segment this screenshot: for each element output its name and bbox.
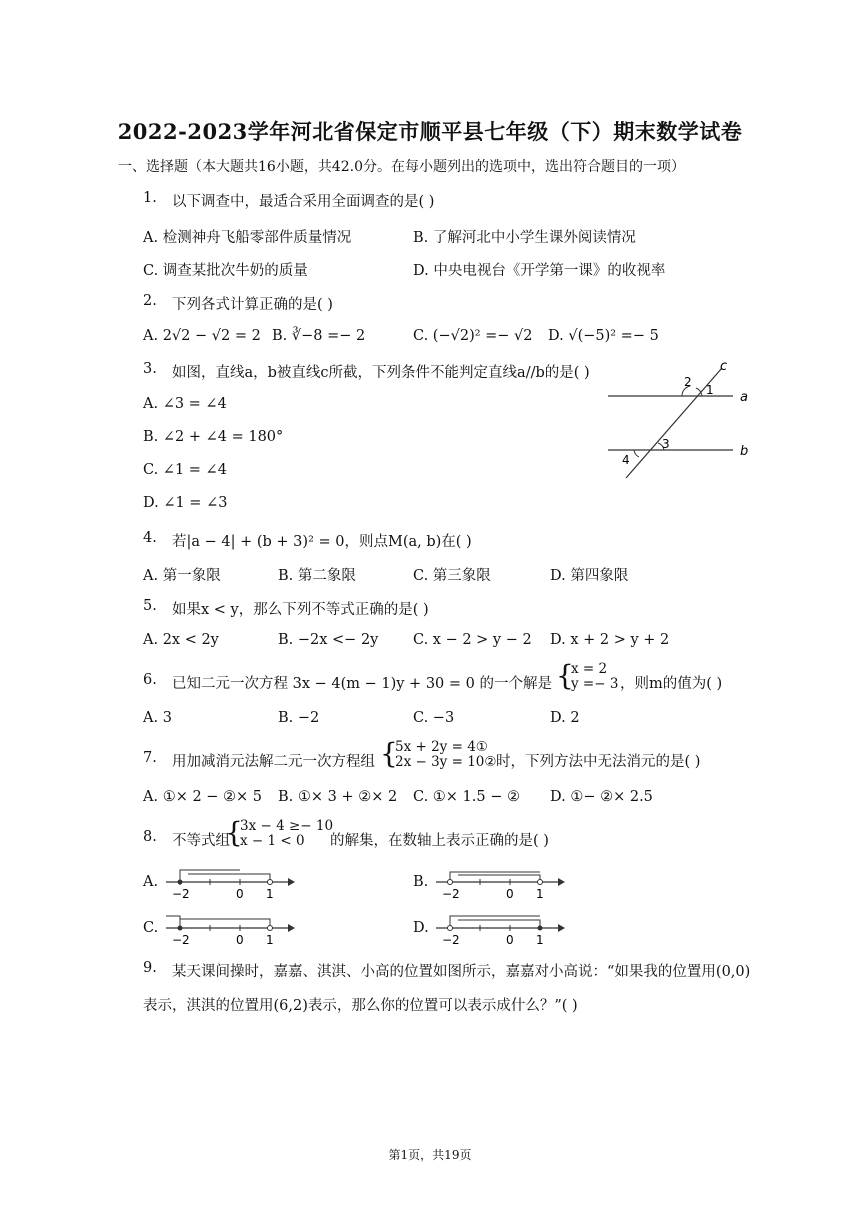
point-1 bbox=[538, 880, 543, 885]
tick-neg2: −2 bbox=[442, 887, 460, 900]
q2-option-b: B. ∛−8 =− 2 bbox=[272, 328, 366, 344]
q8-number-line-a bbox=[164, 858, 296, 900]
q8-number: 8. bbox=[143, 829, 157, 845]
range-marker-1 bbox=[450, 916, 540, 928]
axis-arrow bbox=[288, 924, 295, 932]
tick-neg2: −2 bbox=[442, 933, 460, 946]
point-1 bbox=[538, 926, 543, 931]
point-neg2 bbox=[448, 926, 453, 931]
q7-eq1: 5x + 2y = 4① bbox=[395, 739, 488, 755]
q2-option-d: D. √(−5)² =− 5 bbox=[548, 328, 659, 344]
q6-system bbox=[571, 662, 618, 692]
q6-eq2: y =− 3 bbox=[571, 676, 619, 692]
q8-ineq1: 3x − 4 ≥− 10 bbox=[240, 818, 334, 834]
range-marker-2 bbox=[188, 874, 270, 882]
q7-eq2: 2x − 3y = 10② bbox=[395, 754, 497, 770]
q8-stem-part1: 不等式组 bbox=[172, 833, 230, 849]
q3-option-c: C. ∠1 = ∠4 bbox=[143, 462, 227, 478]
q9-number: 9. bbox=[143, 960, 157, 976]
tick-0: 0 bbox=[236, 887, 244, 900]
q4-option-d: D. 第四象限 bbox=[550, 568, 629, 584]
q8-number-line-b bbox=[434, 858, 566, 900]
tick-1: 1 bbox=[266, 887, 274, 900]
q4-option-c: C. 第三象限 bbox=[413, 568, 491, 584]
q1-option-b: B. 了解河北中小学生课外阅读情况 bbox=[413, 230, 636, 246]
q8-option-b-label: B. bbox=[413, 874, 429, 890]
label-a: a bbox=[740, 390, 748, 405]
q5-stem: 如果x < y，那么下列不等式正确的是( ) bbox=[172, 602, 429, 618]
q2-option-c: C. (−√2)² =− √2 bbox=[413, 328, 533, 344]
q5-option-a: A. 2x < 2y bbox=[143, 632, 219, 648]
q7-brace: { bbox=[380, 737, 398, 770]
q4-number: 4. bbox=[143, 530, 157, 546]
q7-stem-part2: 时，下列方法中无法消元的是( ) bbox=[496, 754, 701, 770]
q2-number: 2. bbox=[143, 293, 157, 309]
q7-stem-part1: 用加减消元法解二元一次方程组 bbox=[172, 754, 375, 770]
range-marker-2 bbox=[458, 875, 540, 882]
q8-number-line-d bbox=[434, 904, 566, 946]
point-1 bbox=[268, 880, 273, 885]
q4-option-a: A. 第一象限 bbox=[143, 568, 221, 584]
tick-1: 1 bbox=[536, 887, 544, 900]
q6-number: 6. bbox=[143, 672, 157, 688]
tick-neg2: −2 bbox=[172, 933, 190, 946]
q3-option-d: D. ∠1 = ∠3 bbox=[143, 495, 228, 511]
q7-option-d: D. ①− ②× 2.5 bbox=[550, 789, 653, 805]
label-4: 4 bbox=[622, 453, 630, 467]
q9-stem-line2: 表示，淇淇的位置用(6,2)表示，那么你的位置可以表示成什么？”( ) bbox=[143, 998, 578, 1014]
range-marker-2 bbox=[180, 919, 270, 928]
tick-0: 0 bbox=[506, 933, 514, 946]
q8-ineq2: x − 1 < 0 bbox=[240, 833, 305, 849]
q1-option-d: D. 中央电视台《开学第一课》的收视率 bbox=[413, 263, 666, 279]
q8-option-d-label: D. bbox=[413, 920, 429, 936]
range-marker-1 bbox=[166, 916, 180, 928]
q3-parallel-lines-figure bbox=[600, 356, 760, 486]
axis-arrow bbox=[558, 878, 565, 886]
q8-system bbox=[240, 819, 333, 849]
q4-stem: 若|a − 4| + (b + 3)² = 0，则点M(a, b)在( ) bbox=[172, 534, 472, 550]
tick-neg2: −2 bbox=[172, 887, 190, 900]
axis-arrow bbox=[288, 878, 295, 886]
q2-stem: 下列各式计算正确的是( ) bbox=[172, 297, 333, 313]
angle-4-arc bbox=[634, 450, 639, 457]
q5-option-d: D. x + 2 > y + 2 bbox=[550, 632, 670, 648]
label-1: 1 bbox=[706, 383, 714, 397]
q5-number: 5. bbox=[143, 598, 157, 614]
q5-option-c: C. x − 2 > y − 2 bbox=[413, 632, 532, 648]
q3-option-b: B. ∠2 + ∠4 = 180° bbox=[143, 429, 284, 445]
q3-option-a: A. ∠3 = ∠4 bbox=[143, 396, 227, 412]
q6-option-b: B. −2 bbox=[278, 710, 320, 726]
q8-brace: { bbox=[225, 816, 243, 849]
q7-option-a: A. ①× 2 − ②× 5 bbox=[143, 789, 263, 805]
point-neg2 bbox=[178, 926, 183, 931]
q7-number: 7. bbox=[143, 750, 157, 766]
q1-option-c: C. 调查某批次牛奶的质量 bbox=[143, 263, 308, 279]
q6-stem-part2: ，则m的值为( ) bbox=[620, 676, 723, 692]
label-2: 2 bbox=[684, 375, 692, 389]
point-neg2 bbox=[448, 880, 453, 885]
axis-arrow bbox=[558, 924, 565, 932]
q1-number: 1. bbox=[143, 190, 157, 206]
q3-number: 3. bbox=[143, 361, 157, 377]
q6-eq1: x = 2 bbox=[571, 661, 608, 677]
q5-option-b: B. −2x <− 2y bbox=[278, 632, 379, 648]
point-neg2 bbox=[178, 880, 183, 885]
label-3: 3 bbox=[662, 437, 670, 451]
q7-option-c: C. ①× 1.5 − ② bbox=[413, 789, 520, 805]
q6-option-a: A. 3 bbox=[143, 710, 172, 726]
q1-stem: 以下调查中，最适合采用全面调查的是( ) bbox=[172, 194, 435, 210]
q4-option-b: B. 第二象限 bbox=[278, 568, 356, 584]
q6-option-c: C. −3 bbox=[413, 710, 455, 726]
label-b: b bbox=[740, 444, 749, 459]
q8-option-a-label: A. bbox=[143, 874, 159, 890]
q7-option-b: B. ①× 3 + ②× 2 bbox=[278, 789, 398, 805]
tick-1: 1 bbox=[266, 933, 274, 946]
q2-option-a: A. 2√2 − √2 = 2 bbox=[143, 328, 261, 344]
q8-option-c-label: C. bbox=[143, 920, 159, 936]
page-footer: 第1页，共19页 bbox=[388, 1148, 472, 1162]
tick-1: 1 bbox=[536, 933, 544, 946]
q6-stem-part1: 已知二元一次方程 3x − 4(m − 1)y + 30 = 0 的一个解是 bbox=[172, 676, 552, 692]
q6-option-d: D. 2 bbox=[550, 710, 580, 726]
tick-0: 0 bbox=[236, 933, 244, 946]
q8-number-line-c bbox=[164, 904, 296, 946]
q8-stem-part2: 的解集，在数轴上表示正确的是( ) bbox=[330, 833, 549, 849]
tick-0: 0 bbox=[506, 887, 514, 900]
q1-option-a: A. 检测神舟飞船零部件质量情况 bbox=[143, 230, 352, 246]
q9-stem: 某天课间操时，嘉嘉、淇淇、小高的位置如图所示，嘉嘉对小高说：“如果我的位置用(0,0) bbox=[172, 964, 751, 980]
label-c: c bbox=[720, 359, 728, 374]
q7-system bbox=[395, 740, 497, 770]
section-heading: 一、选择题（本大题共16小题，共42.0分。在每小题列出的选项中，选出符合题目的一项） bbox=[118, 159, 685, 175]
q6-brace: { bbox=[556, 659, 574, 692]
range-marker-2 bbox=[458, 920, 540, 928]
q3-stem: 如图，直线a，b被直线c所截，下列条件不能判定直线a//b的是( ) bbox=[172, 365, 590, 381]
range-marker-1 bbox=[450, 872, 540, 882]
point-1 bbox=[268, 926, 273, 931]
page-title: 2022-2023学年河北省保定市顺平县七年级（下）期末数学试卷 bbox=[117, 119, 743, 144]
